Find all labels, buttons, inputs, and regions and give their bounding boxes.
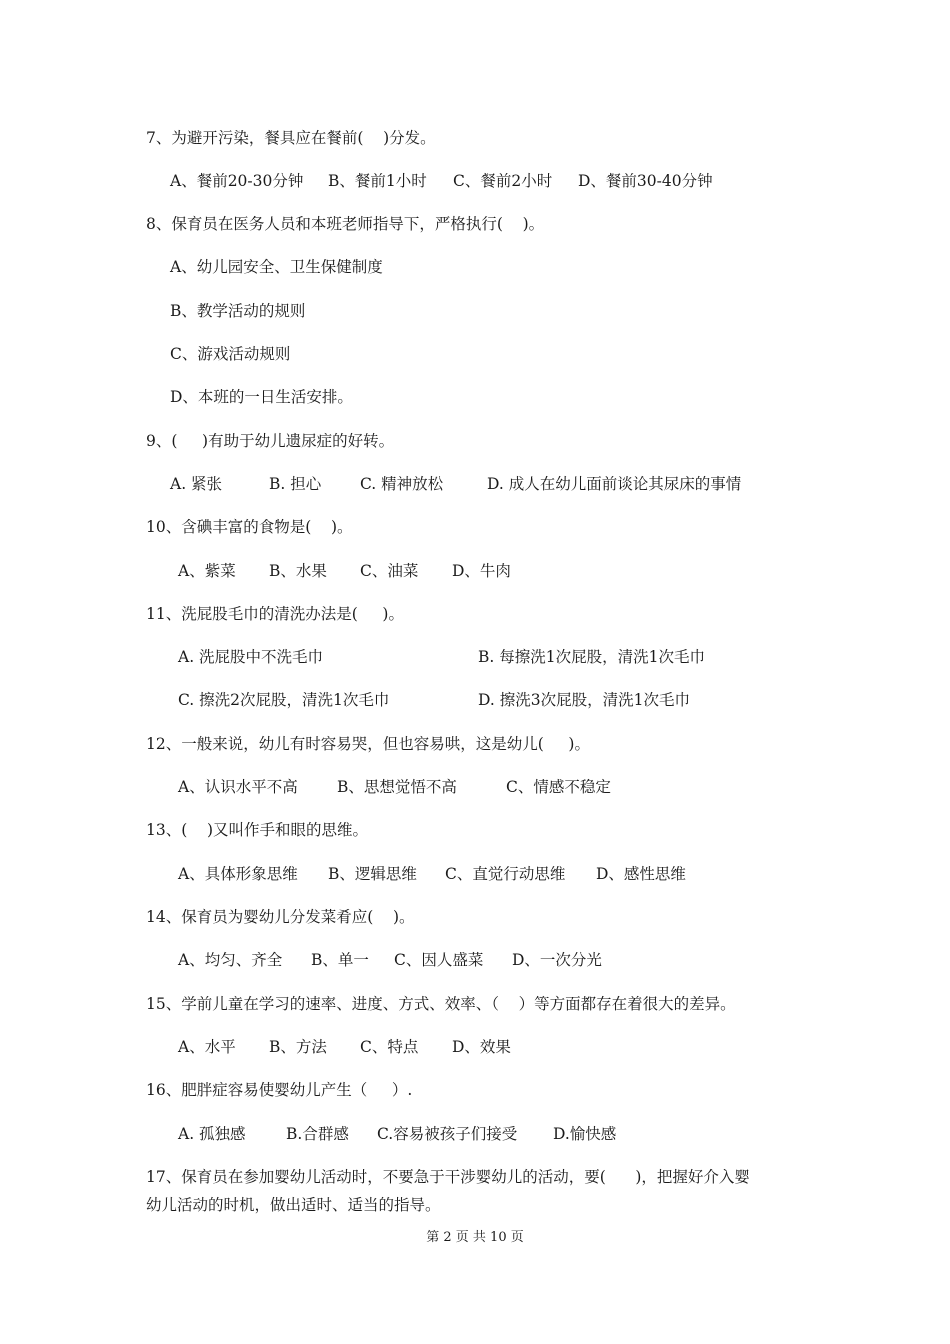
- option-b: B、方法: [269, 1038, 327, 1056]
- question-16-stem: 16、肥胖症容易使婴幼儿产生（ ）.: [146, 1081, 413, 1099]
- option-c: C. 精神放松: [360, 475, 444, 493]
- option-d: D. 成人在幼儿面前谈论其尿床的事情: [487, 475, 742, 493]
- question-17-stem-line2: 幼儿活动的时机，做出适时、适当的指导。: [146, 1196, 441, 1214]
- option-c: C、餐前2小时: [453, 172, 553, 190]
- option-b: B、餐前1小时: [328, 172, 427, 190]
- option-d: D、餐前30-40分钟: [578, 172, 713, 190]
- option-d: D.愉快感: [553, 1125, 617, 1143]
- question-7-stem: 7、为避开污染，餐具应在餐前( )分发。: [146, 129, 436, 147]
- option-a: A、均匀、齐全: [178, 951, 283, 969]
- option-a: A. 紧张: [170, 475, 223, 493]
- question-15-stem: 15、学前儿童在学习的速率、进度、方式、效率、（ ）等方面都存在着很大的差异。: [146, 995, 736, 1013]
- question-14-stem: 14、保育员为婴幼儿分发菜肴应( )。: [146, 908, 415, 926]
- question-9-stem: 9、( )有助于幼儿遗尿症的好转。: [146, 432, 395, 450]
- option-c: C、直觉行动思维: [445, 865, 566, 883]
- option-d: D. 擦洗3次屁股，清洗1次毛巾: [478, 691, 690, 709]
- question-8-option-b: B、教学活动的规则: [170, 302, 306, 320]
- option-c: C、因人盛菜: [394, 951, 484, 969]
- option-a: A. 孤独感: [178, 1125, 246, 1143]
- option-b: B. 担心: [269, 475, 322, 493]
- option-b: B.合群感: [286, 1125, 349, 1143]
- option-c: C、油菜: [360, 562, 419, 580]
- option-a: A、餐前20-30分钟: [170, 172, 304, 190]
- option-d: D、一次分光: [512, 951, 602, 969]
- option-a: A、具体形象思维: [178, 865, 298, 883]
- option-a: A、紫菜: [178, 562, 236, 580]
- question-13-stem: 13、( )又叫作手和眼的思维。: [146, 821, 369, 839]
- question-12-stem: 12、一般来说，幼儿有时容易哭，但也容易哄，这是幼儿( )。: [146, 735, 590, 753]
- option-c: C.容易被孩子们接受: [377, 1125, 518, 1143]
- option-b: B、逻辑思维: [328, 865, 417, 883]
- option-c: C、特点: [360, 1038, 419, 1056]
- option-b: B. 每擦洗1次屁股，清洗1次毛巾: [478, 648, 705, 666]
- option-a: A、认识水平不高: [178, 778, 298, 796]
- option-d: D、效果: [452, 1038, 511, 1056]
- option-c: C. 擦洗2次屁股，清洗1次毛巾: [178, 691, 390, 709]
- option-b: B、思想觉悟不高: [337, 778, 457, 796]
- question-10-stem: 10、含碘丰富的食物是( )。: [146, 518, 353, 536]
- option-c: C、情感不稳定: [506, 778, 611, 796]
- question-11-stem: 11、洗屁股毛巾的清洗办法是( )。: [146, 605, 404, 623]
- page-footer: 第 2 页 共 10 页: [426, 1230, 524, 1245]
- option-d: D、牛肉: [452, 562, 511, 580]
- question-8-option-c: C、游戏活动规则: [170, 345, 291, 363]
- question-17-stem-line1: 17、保育员在参加婴幼儿活动时，不要急于干涉婴幼儿的活动，要( )，把握好介入婴: [146, 1168, 750, 1186]
- option-d: D、感性思维: [596, 865, 686, 883]
- question-8-option-d: D、本班的一日生活安排。: [170, 388, 353, 406]
- option-a: A. 洗屁股中不洗毛巾: [178, 648, 324, 666]
- option-b: B、单一: [311, 951, 369, 969]
- option-a: A、水平: [178, 1038, 236, 1056]
- question-8-stem: 8、保育员在医务人员和本班老师指导下，严格执行( )。: [146, 215, 545, 233]
- option-b: B、水果: [269, 562, 327, 580]
- question-8-option-a: A、幼儿园安全、卫生保健制度: [170, 258, 383, 276]
